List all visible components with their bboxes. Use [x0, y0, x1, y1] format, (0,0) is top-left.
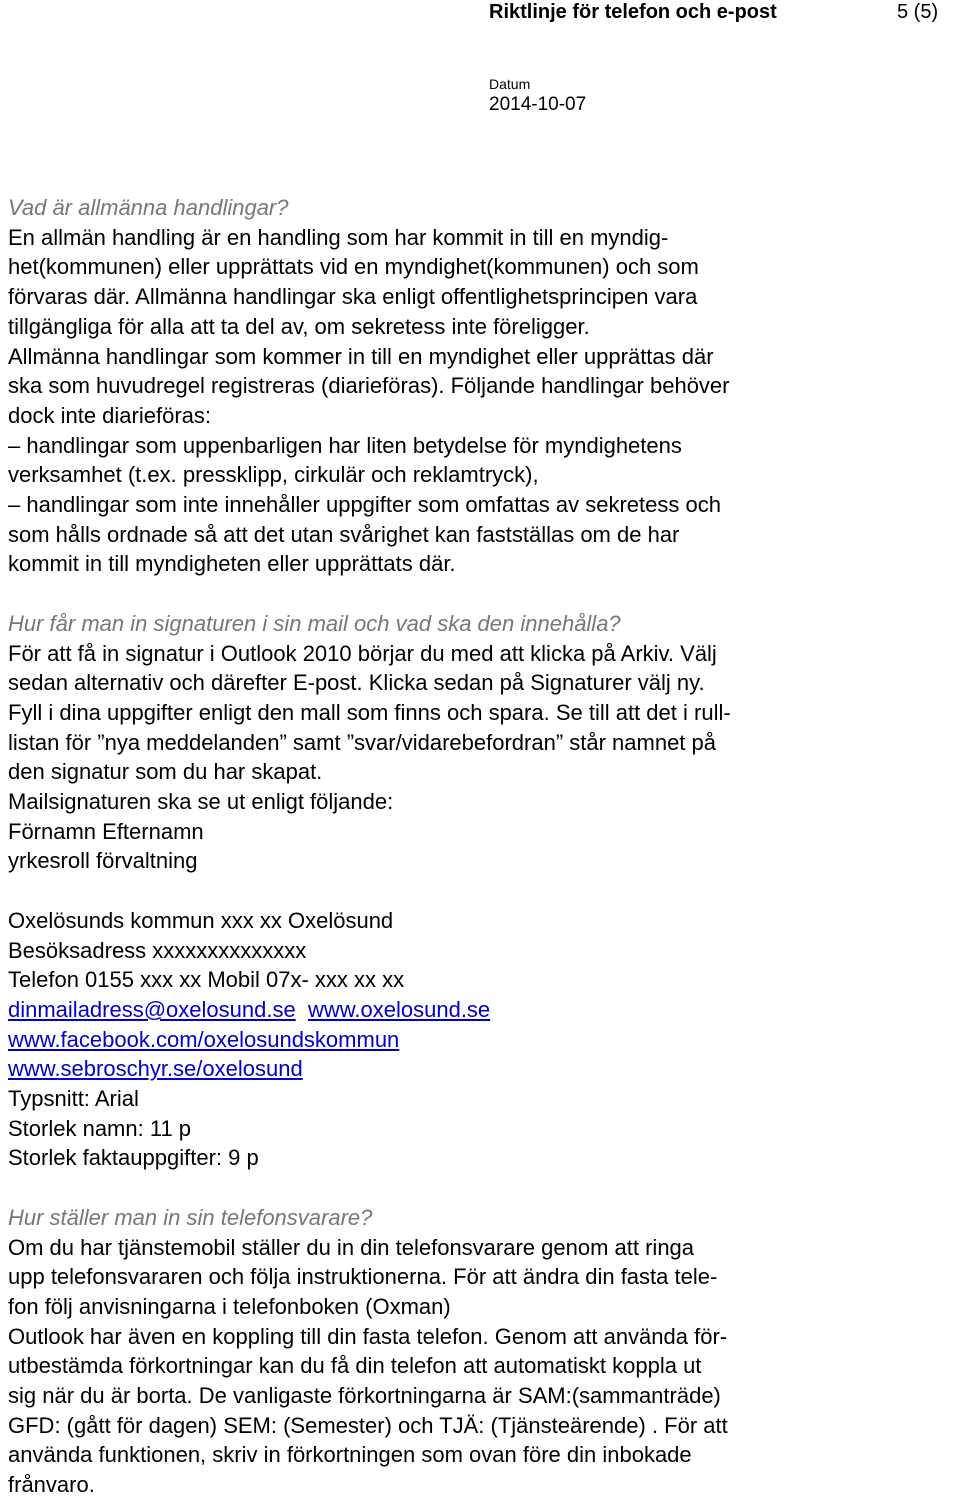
body-line: Allmänna handlingar som kommer in till en myndighet eller upprättas där	[8, 343, 714, 369]
sebroschyr-link[interactable]: www.sebroschyr.se/oxelosund	[8, 1056, 303, 1082]
body-line: sig när du är borta. De vanligaste förkortningarna är SAM:(sammanträde)	[8, 1383, 721, 1409]
body-line: Fyll i dina uppgifter enligt den mall som finns och spara. Se till att det i rull-	[8, 699, 731, 725]
body-line: ska som huvudregel registreras (diarieföras). Följande handlingar behöver	[8, 373, 730, 399]
body-line: – handlingar som inte innehåller uppgifter som omfattas av sekretess och	[8, 492, 721, 518]
body-line: utbestämda förkortningar kan du få din telefon att automatiskt koppla ut	[8, 1353, 702, 1379]
spacer	[8, 1173, 953, 1203]
spacer	[8, 579, 953, 609]
body-line: frånvaro.	[8, 1472, 95, 1498]
body-line: som hålls ordnade så att det utan svårighet kan fastställas om de har	[8, 521, 680, 547]
body-line: förvaras där. Allmänna handlingar ska enligt offentlighetsprincipen vara	[8, 284, 698, 310]
body-line: För att få in signatur i Outlook 2010 börjar du med att klicka på Arkiv. Välj	[8, 640, 717, 666]
signature-visit-address: Besöksadress xxxxxxxxxxxxxx	[8, 937, 307, 963]
signature-size-facts: Storlek faktauppgifter: 9 p	[8, 1145, 259, 1171]
body-line: – handlingar som uppenbarligen har liten betydelse för myndighetens	[8, 432, 682, 458]
section-heading-public-documents: Vad är allmänna handlingar?	[8, 195, 289, 220]
document-body	[8, 193, 953, 1500]
body-line: Förnamn Efternamn	[8, 818, 204, 844]
facebook-link[interactable]: www.facebook.com/oxelosundskommun	[8, 1026, 400, 1052]
date-label: Datum	[489, 76, 531, 92]
signature-sebroschyr-line	[8, 1054, 953, 1084]
body-line: yrkesroll förvaltning	[8, 848, 198, 874]
signature-links-line	[8, 995, 953, 1025]
body-line: den signatur som du har skapat.	[8, 759, 323, 785]
body-line: tillgängliga för alla att ta del av, om sekretess inte föreligger.	[8, 313, 590, 339]
page-number: 5 (5)	[897, 1, 939, 23]
body-line: upp telefonsvararen och följa instruktionerna. För att ändra din fasta tele-	[8, 1264, 718, 1290]
date-value: 2014-10-07	[489, 94, 587, 115]
body-line: sedan alternativ och därefter E-post. Klicka sedan på Signaturer välj ny.	[8, 670, 705, 696]
body-line: GFD: (gått för dagen) SEM: (Semester) och TJÄ: (Tjänsteärende) . För att	[8, 1412, 728, 1438]
body-line: verksamhet (t.ex. pressklipp, cirkulär och reklamtryck),	[8, 462, 539, 488]
signature-size-name: Storlek namn: 11 p	[8, 1115, 192, 1141]
body-line: listan för ”nya meddelanden” samt ”svar/vidarebefordran” står namnet på	[8, 729, 717, 755]
signature-address: Oxelösunds kommun xxx xx Oxelösund	[8, 907, 394, 933]
body-line: het(kommunen) eller upprättats vid en myndighet(kommunen) och som	[8, 254, 699, 280]
body-line: En allmän handling är en handling som har kommit in till en myndig-	[8, 224, 669, 250]
document-title: Riktlinje för telefon och e-post	[489, 1, 777, 23]
body-line: använda funktionen, skriv in förkortningen som ovan före din inbokade	[8, 1442, 692, 1468]
section-heading-voicemail: Hur ställer man in sin telefonsvarare?	[8, 1204, 373, 1230]
email-link[interactable]: dinmailadress@oxelosund.se	[8, 996, 296, 1022]
body-line: dock inte diarieföras:	[8, 402, 211, 428]
website-link[interactable]: www.oxelosund.se	[307, 996, 491, 1022]
spacer	[8, 876, 953, 906]
signature-font: Typsnitt: Arial	[8, 1086, 139, 1112]
body-line: Om du har tjänstemobil ställer du in din telefonsvarare genom att ringa	[8, 1234, 695, 1260]
body-line: Mailsignaturen ska se ut enligt följande:	[8, 789, 394, 815]
signature-facebook-line	[8, 1025, 953, 1055]
body-line: kommit in till myndigheten eller upprättats där.	[8, 551, 456, 577]
section-heading-signature: Hur får man in signaturen i sin mail och vad ska den innehålla?	[8, 610, 621, 636]
body-line: Outlook har även en koppling till din fasta telefon. Genom att använda för-	[8, 1323, 728, 1349]
signature-phone: Telefon 0155 xxx xx Mobil 07x- xxx xx xx	[8, 967, 405, 993]
body-line: fon följ anvisningarna i telefonboken (Oxman)	[8, 1293, 451, 1319]
